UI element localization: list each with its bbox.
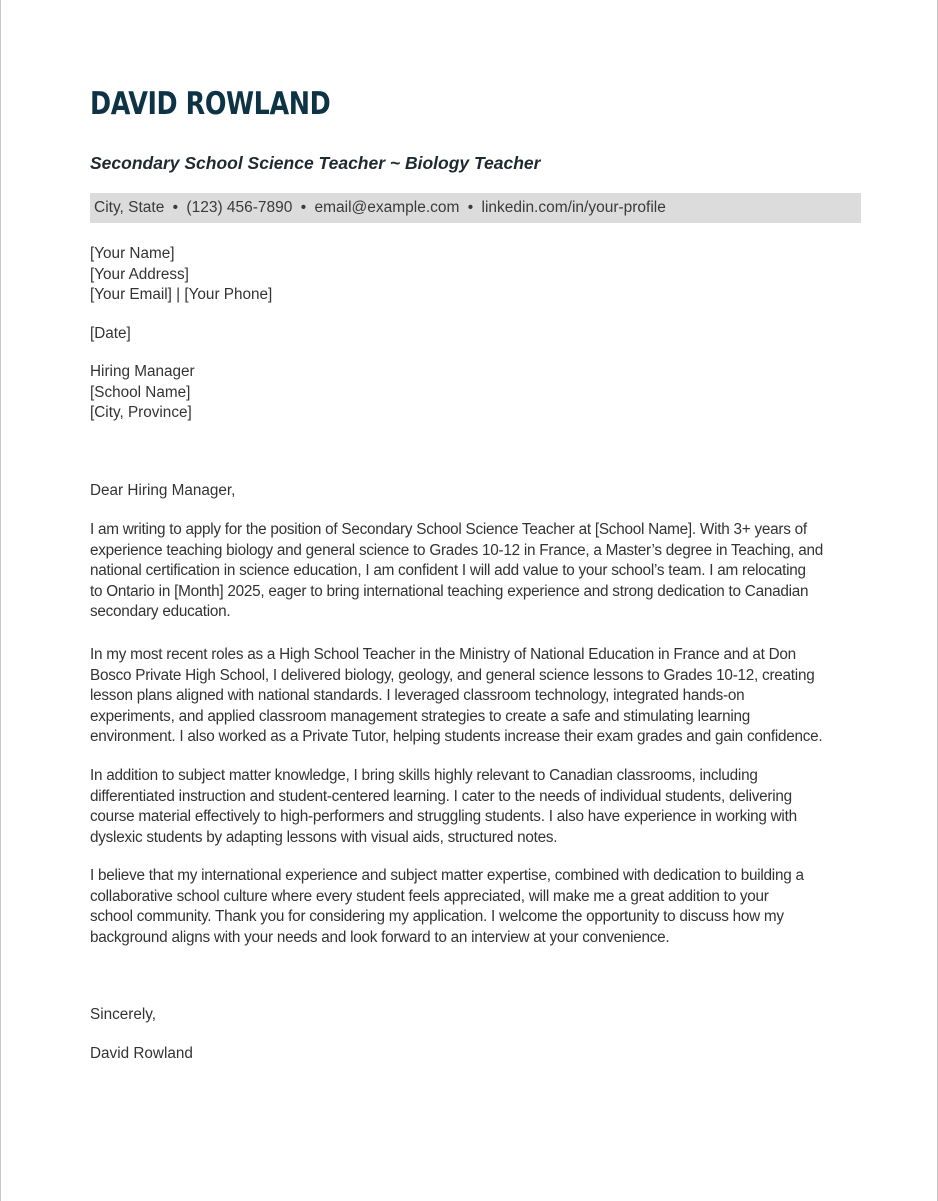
date-block [90,324,870,345]
recipient-block [90,362,870,424]
paragraph-4 [90,866,860,948]
paragraph-line: differentiated instruction and student-centered learning. I cater to the needs of individual students, delivering [90,787,792,805]
paragraph-line: to Ontario in [Month] 2025, eager to bring international teaching experience and strong dedication to Canadian [90,582,809,600]
closing: Sincerely, [90,1006,157,1023]
paragraph-line: background aligns with your needs and look forward to an interview at your convenience. [90,928,670,946]
paragraph-line: course material effectively to high-performers and struggling students. I also have experience in working with [90,808,797,826]
contact-separator: • [172,199,179,216]
sender-address: [Your Address] [90,265,189,283]
paragraph-line: experience teaching biology and general science to Grades 10-12 in France, a Master’s degree in Teaching, and [90,541,823,559]
signature-block [90,1044,870,1065]
contact-bar [90,193,861,223]
signature: David Rowland [90,1045,193,1062]
sender-block [90,244,870,306]
paragraph-line: I believe that my international experience and subject matter expertise, combined with dedication to building a [90,867,804,884]
sender-name: [Your Name] [90,245,175,262]
paragraph-line: secondary education. [90,603,231,621]
contact-phone: (123) 456-7890 [186,199,293,216]
job-title: Secondary School Science Teacher ~ Biology Teacher [90,153,541,173]
letter-date: [Date] [90,325,131,342]
paragraph-2 [90,645,860,748]
closing-block [90,1005,870,1026]
paragraph-1 [90,520,860,623]
contact-location: City, State [94,199,165,216]
salutation-block [90,481,870,502]
recipient-location: [City, Province] [90,404,192,422]
paragraph-line: environment. I also worked as a Private Tutor, helping students increase their exam grades and gain confidence. [90,728,823,746]
paragraph-line: I am writing to apply for the position of Secondary School Science Teacher at [School Name]. With 3+ years of [90,521,807,538]
paragraph-line: school community. Thank you for considering my application. I welcome the opportunity to discuss how my [90,908,784,926]
contact-linkedin: linkedin.com/in/your-profile [481,199,666,216]
contact-separator: • [467,199,474,216]
applicant-name: DAVID ROWLAND [90,86,331,122]
sender-email-phone: [Your Email] | [Your Phone] [90,286,273,304]
paragraph-line: Bosco Private High School, I delivered biology, geology, and general science lessons to Grades 10-12, creating [90,666,815,684]
contact-separator: • [300,199,307,216]
contact-email: email@example.com [314,199,460,216]
paragraph-line: In my most recent roles as a High School Teacher in the Ministry of National Education in France and at Don [90,646,796,663]
recipient-title: Hiring Manager [90,363,195,380]
paragraph-line: dyslexic students by adapting lessons with visual aids, structured notes. [90,828,558,846]
salutation: Dear Hiring Manager, [90,482,236,499]
paragraph-line: collaborative school culture where every student feels appreciated, will make me a great addition to your [90,887,769,905]
paragraph-line: lesson plans aligned with national standards. I leveraged classroom technology, integrated hands-on [90,687,745,705]
paragraph-line: experiments, and applied classroom management strategies to create a safe and stimulating learning [90,707,750,725]
paragraph-line: In addition to subject matter knowledge, I bring skills highly relevant to Canadian classrooms, including [90,767,758,784]
paragraph-3 [90,766,860,848]
recipient-school: [School Name] [90,383,191,401]
paragraph-line: national certification in science education, I am confident I will add value to your school’s team. I am relocating [90,562,806,580]
